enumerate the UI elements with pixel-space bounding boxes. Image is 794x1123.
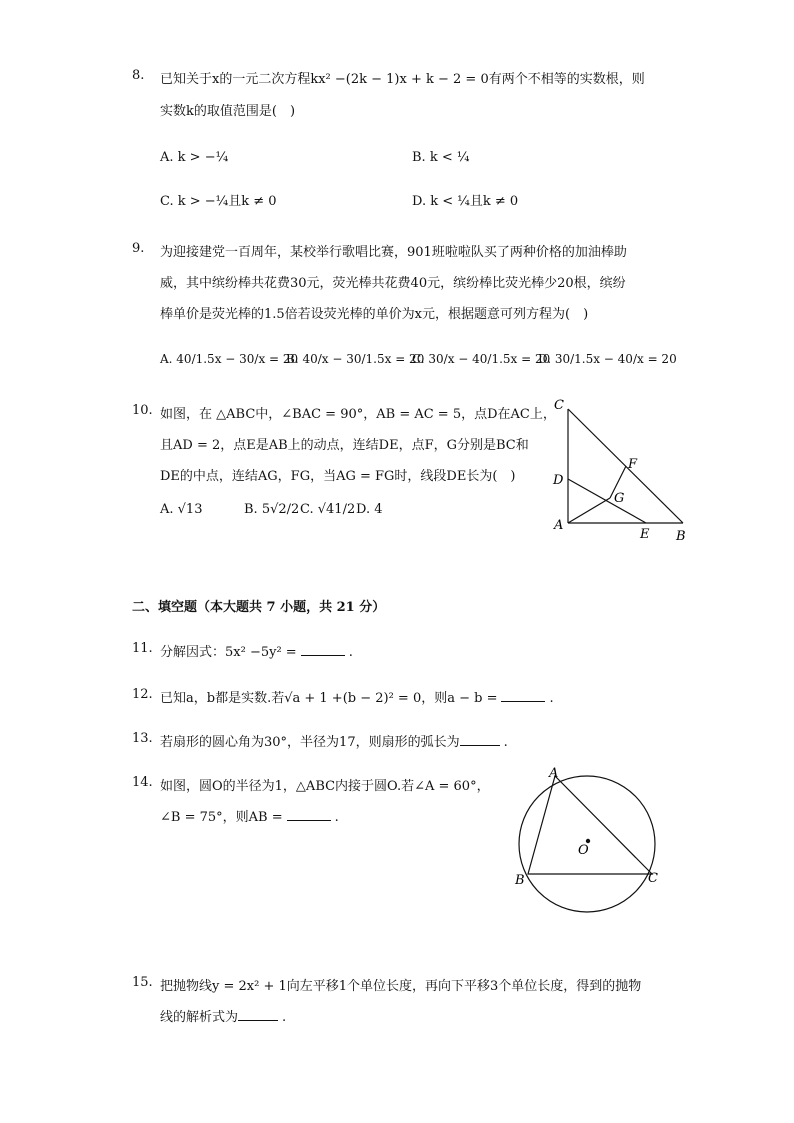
q9-option-a: A. 40/1.5x − 30/x = 20 (160, 352, 299, 366)
q15-number: 15. (132, 975, 153, 990)
q10-label-g: G (614, 491, 625, 506)
q10-line-2: 且AD = 2，点E是AB上的动点，连结DE，点F，G分别是BC和 (160, 438, 529, 453)
q12-number: 12. (132, 687, 153, 702)
section-heading-fill-blank: 二、填空题（本大题共 7 小题，共 21 分） (132, 600, 386, 615)
q14-line-1: 如图，圆O的半径为1，△ABC内接于圆O.若∠A = 60°， (160, 779, 490, 794)
q10-option-b: B. 5√2/2 (244, 502, 300, 517)
q14-label-c: C (648, 871, 658, 886)
q8-number: 8. (132, 68, 145, 83)
q11-number: 11. (132, 641, 153, 656)
q14-inscribed-triangle (528, 776, 652, 874)
q14-line-2 (160, 806, 339, 825)
q10-label-f: F (628, 457, 638, 472)
q14-text: ∠B = 75°，则AB = (160, 810, 283, 825)
q15-line-1: 把抛物线y = 2x² + 1向左平移1个单位长度，再向下平移3个单位长度，得到的抛物 (160, 979, 642, 994)
q10-label-a: A (554, 518, 564, 533)
q10-option-d: D. 4 (356, 502, 383, 517)
q15-text: 线的解析式为 (160, 1010, 239, 1025)
q10-number: 10. (132, 403, 153, 418)
q8-option-d: D. k < ¼且k ≠ 0 (412, 194, 519, 209)
q14-label-b: B (515, 873, 525, 888)
q13-number: 13. (132, 731, 153, 746)
q10-option-c: C. √41/2 (300, 502, 356, 517)
q10-line-3: DE的中点，连结AG，FG，当AG = FG时，线段DE长为( ) (160, 469, 516, 484)
q10-triangle-figure (548, 395, 698, 545)
q11-text: 分解因式：5x² −5y² = (160, 645, 297, 660)
q14-circle-figure (505, 764, 670, 924)
q10-label-d: D (553, 473, 564, 488)
q11-line (160, 641, 353, 660)
q11-answer-blank[interactable] (301, 643, 345, 656)
q14-answer-blank[interactable] (287, 808, 331, 821)
q14-label-o: O (578, 843, 589, 858)
q9-line-1: 为迎接建党一百周年，某校举行歌唱比赛，901班啦啦队买了两种价格的加油棒助 (160, 245, 627, 260)
q10-label-b: B (676, 529, 686, 544)
q8-option-a: A. k > −¼ (160, 150, 229, 165)
q12-answer-blank[interactable] (501, 689, 545, 702)
q9-number: 9. (132, 241, 145, 256)
q13-text: 若扇形的圆心角为30°，半径为17，则扇形的弧长为 (160, 735, 460, 750)
q12-tail: . (549, 691, 554, 706)
q12-text: 已知a，b都是实数.若√a + 1 +(b − 2)² = 0，则a − b = (160, 691, 498, 706)
q10-segment-ag (568, 498, 610, 523)
q8-option-c: C. k > −¼且k ≠ 0 (160, 194, 277, 209)
q14-number: 14. (132, 775, 153, 790)
q10-label-e: E (640, 527, 650, 542)
q9-option-c: C. 30/x − 40/1.5x = 20 (412, 352, 551, 366)
q14-tail: . (334, 810, 339, 825)
q10-label-c: C (554, 398, 564, 413)
q11-tail: . (348, 645, 353, 660)
q9-line-3: 棒单价是荧光棒的1.5倍若设荧光棒的单价为x元，根据题意可列方程为( ) (160, 307, 589, 322)
q9-line-2: 威，其中缤纷棒共花费30元，荧光棒共花费40元，缤纷棒比荧光棒少20根，缤纷 (160, 276, 626, 291)
q10-line-1: 如图，在 △ABC中，∠BAC = 90°，AB = AC = 5，点D在AC上， (160, 407, 556, 422)
q15-line-2 (160, 1006, 286, 1025)
q9-option-b: B. 40/x − 30/1.5x = 20 (286, 352, 425, 366)
q15-answer-blank[interactable] (238, 1008, 278, 1021)
q14-label-a: A (549, 766, 559, 781)
q8-line-2: 实数k的取值范围是( ) (160, 104, 296, 119)
q15-tail: . (282, 1010, 287, 1025)
q9-option-d: D. 30/1.5x − 40/x = 20 (538, 352, 677, 366)
q12-line (160, 687, 554, 706)
q13-tail: . (503, 735, 508, 750)
q10-option-a: A. √13 (160, 502, 203, 517)
q8-line-1: 已知关于x的一元二次方程kx² −(2k − 1)x + k − 2 = 0有两个不相等的实数根，则 (160, 72, 645, 87)
q13-line (160, 731, 508, 750)
q13-answer-blank[interactable] (460, 733, 500, 746)
q8-option-b: B. k < ¼ (412, 150, 470, 165)
